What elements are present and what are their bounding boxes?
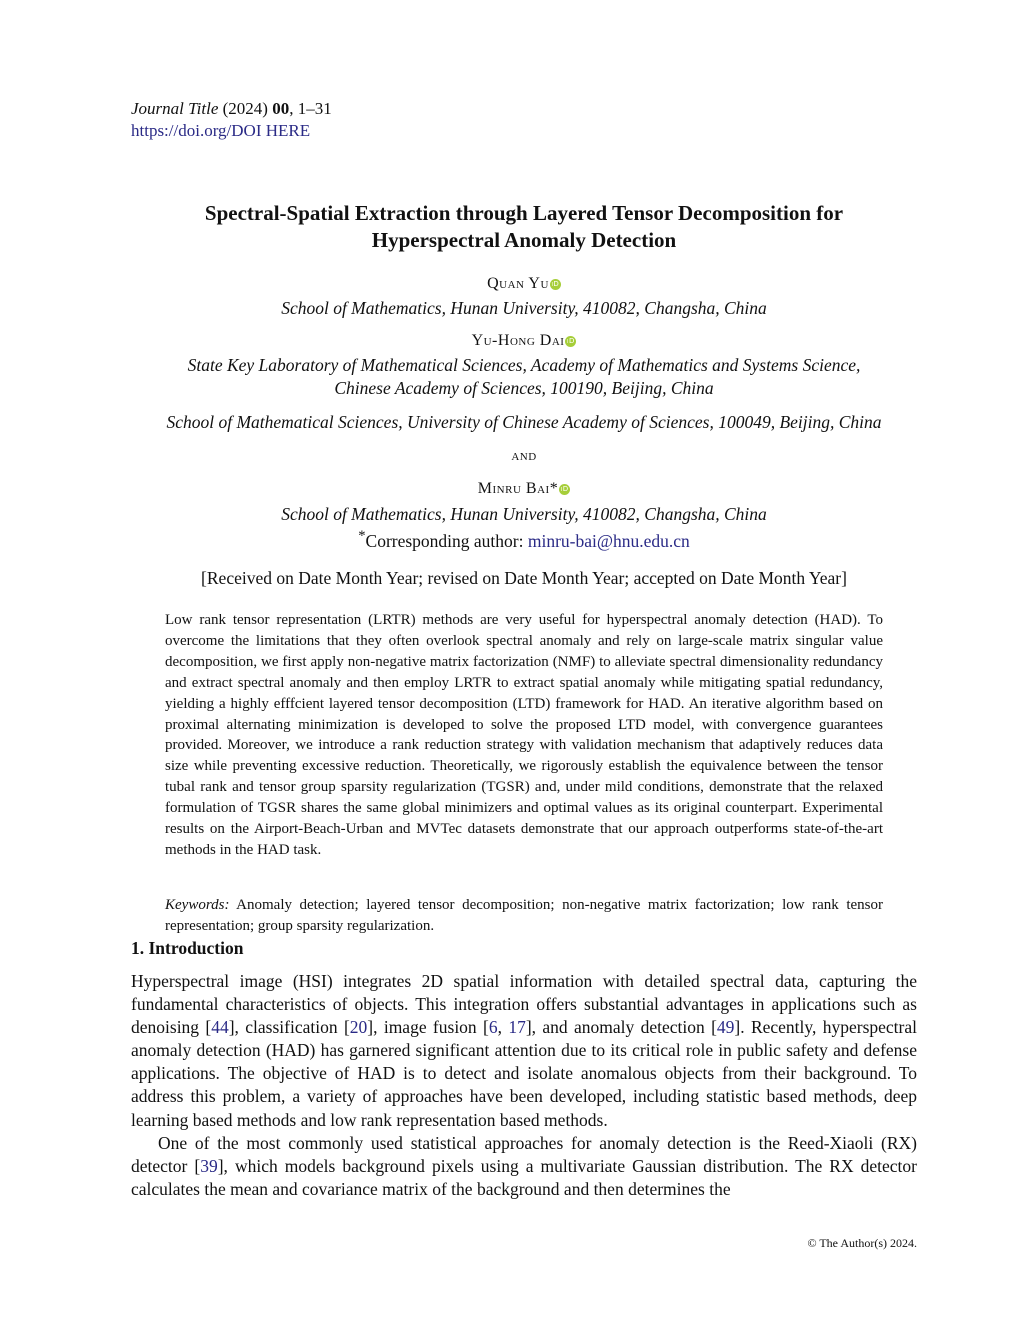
paragraph-2: One of the most commonly used statistical approaches for anomaly detection is the Reed-Xiaoli (RX) detector [39], which models background pixels using a multivariate Gaussian distribution. The RX detector calculates the mean and covariance matrix of the background and then determines the xyxy=(131,1132,917,1199)
journal-pages: , 1–31 xyxy=(289,99,332,118)
received-dates: [Received on Date Month Year; revised on Date Month Year; accepted on Date Month Year] xyxy=(201,568,847,588)
author-2-name: Yu-Hong Dai iD xyxy=(471,332,575,349)
citation-link[interactable]: 20 xyxy=(349,1017,368,1038)
citation-link[interactable]: 17 xyxy=(508,1017,526,1038)
keywords-label: Keywords: xyxy=(165,897,230,913)
and-separator: and xyxy=(511,447,537,464)
citation-link[interactable]: 49 xyxy=(716,1017,735,1038)
citation-link[interactable]: 6 xyxy=(488,1017,498,1038)
copyright-notice: © The Author(s) 2024. xyxy=(807,1236,917,1250)
title-line-1: Spectral-Spatial Extraction through Layered Tensor Decomposition for xyxy=(204,201,844,225)
author-2-affiliation-2: Chinese Academy of Sciences, 100190, Beijing, China xyxy=(334,378,714,398)
corresponding-mark: * xyxy=(358,528,366,544)
paper-title xyxy=(131,200,917,254)
citation-link[interactable]: 44 xyxy=(211,1017,229,1038)
orcid-icon[interactable]: iD xyxy=(567,337,575,345)
corresponding-author xyxy=(131,525,917,553)
orcid-icon[interactable]: iD xyxy=(551,280,560,288)
orcid-icon[interactable]: iD xyxy=(560,485,569,493)
author-3-name: Minru Bai* iD xyxy=(477,480,569,497)
abstract: Low rank tensor representation (LRTR) methods are very useful for hyperspectral anomaly detection (HAD). To overcome the limitations that they often overlook spectral anomaly and rely on large-scale matrix singular value decomposition, we first apply non-negative matrix factorization (NMF) to alleviate spectral dimensionality redundancy and extract spectral anomaly and then employ LRTR to extract spatial anomaly while mitigating spatial redundancy, yielding a highly efffcient layered tensor decomposition (LTD) framework for HAD. An iterative algorithm based on proximal alternating minimization is developed to solve the proposed LTD model, with convergence guarantees provided. Moreover, we introduce a rank reduction strategy with validation mechanism that adaptively reduces data size while preventing excessive reduction. Theoretically, we rigorously establish the equivalence between the tensor tubal rank and tensor group sparsity regularization (TGSR) and, under mild conditions, demonstrate that the relaxed formulation of TGSR shares the same global minimizers and optimal values as its original counterpart. Experimental results on the Airport-Beach-Urban and MVTec datasets demonstrate that our approach outperforms state-of-the-art methods in the HAD task. xyxy=(165,612,883,858)
author-2-affiliation-1: State Key Laboratory of Mathematical Sciences, Academy of Mathematics and Systems Science, xyxy=(187,355,861,375)
author-1-name: Quan Yu iD xyxy=(487,275,560,292)
citation-link[interactable]: 39 xyxy=(200,1155,218,1176)
corresponding-email-link[interactable]: minru-bai@hnu.edu.cn xyxy=(527,530,690,551)
author-2-affiliation-3: School of Mathematical Sciences, University of Chinese Academy of Sciences, 100049, Beijing, China xyxy=(166,412,882,432)
journal-volume: 00 xyxy=(272,99,290,118)
author-1-affiliation: School of Mathematics, Hunan University, 410082, Changsha, China xyxy=(281,298,767,318)
corresponding-label: Corresponding author: xyxy=(365,530,528,551)
paragraph-1: Hyperspectral image (HSI) integrates 2D spatial information with detailed spectral data, capturing the fundamental characteristics of objects. This integration offers substantial advantages in applications such as denoising [44], classification [20], image fusion [6, 17], and anomaly detection [49]. Recently, hyperspectral anomaly detection (HAD) has garnered significant attention due to its critical role in public safety and defense applications. The objective of HAD is to detect and isolate anomalous objects from their background. To address this problem, a variety of approaches have been developed, including statistic based methods, deep learning based methods and low rank representation based methods. xyxy=(131,971,917,1130)
journal-citation xyxy=(131,98,332,120)
keywords xyxy=(165,895,883,937)
keywords-text: Anomaly detection; layered tensor decomposition; non-negative matrix factorization; low rank tensor representation; group sparsity regularization. xyxy=(165,897,883,934)
journal-year: (2024) xyxy=(222,99,268,118)
journal-header xyxy=(131,98,332,142)
section-heading: 1. Introduction xyxy=(131,938,244,958)
body-text xyxy=(131,970,917,1201)
title-line-2: Hyperspectral Anomaly Detection xyxy=(371,228,677,252)
journal-title: Journal Title xyxy=(131,99,219,118)
author-3-affiliation: School of Mathematics, Hunan University, 410082, Changsha, China xyxy=(281,504,767,524)
doi-link[interactable]: https://doi.org/DOI HERE xyxy=(131,121,311,140)
